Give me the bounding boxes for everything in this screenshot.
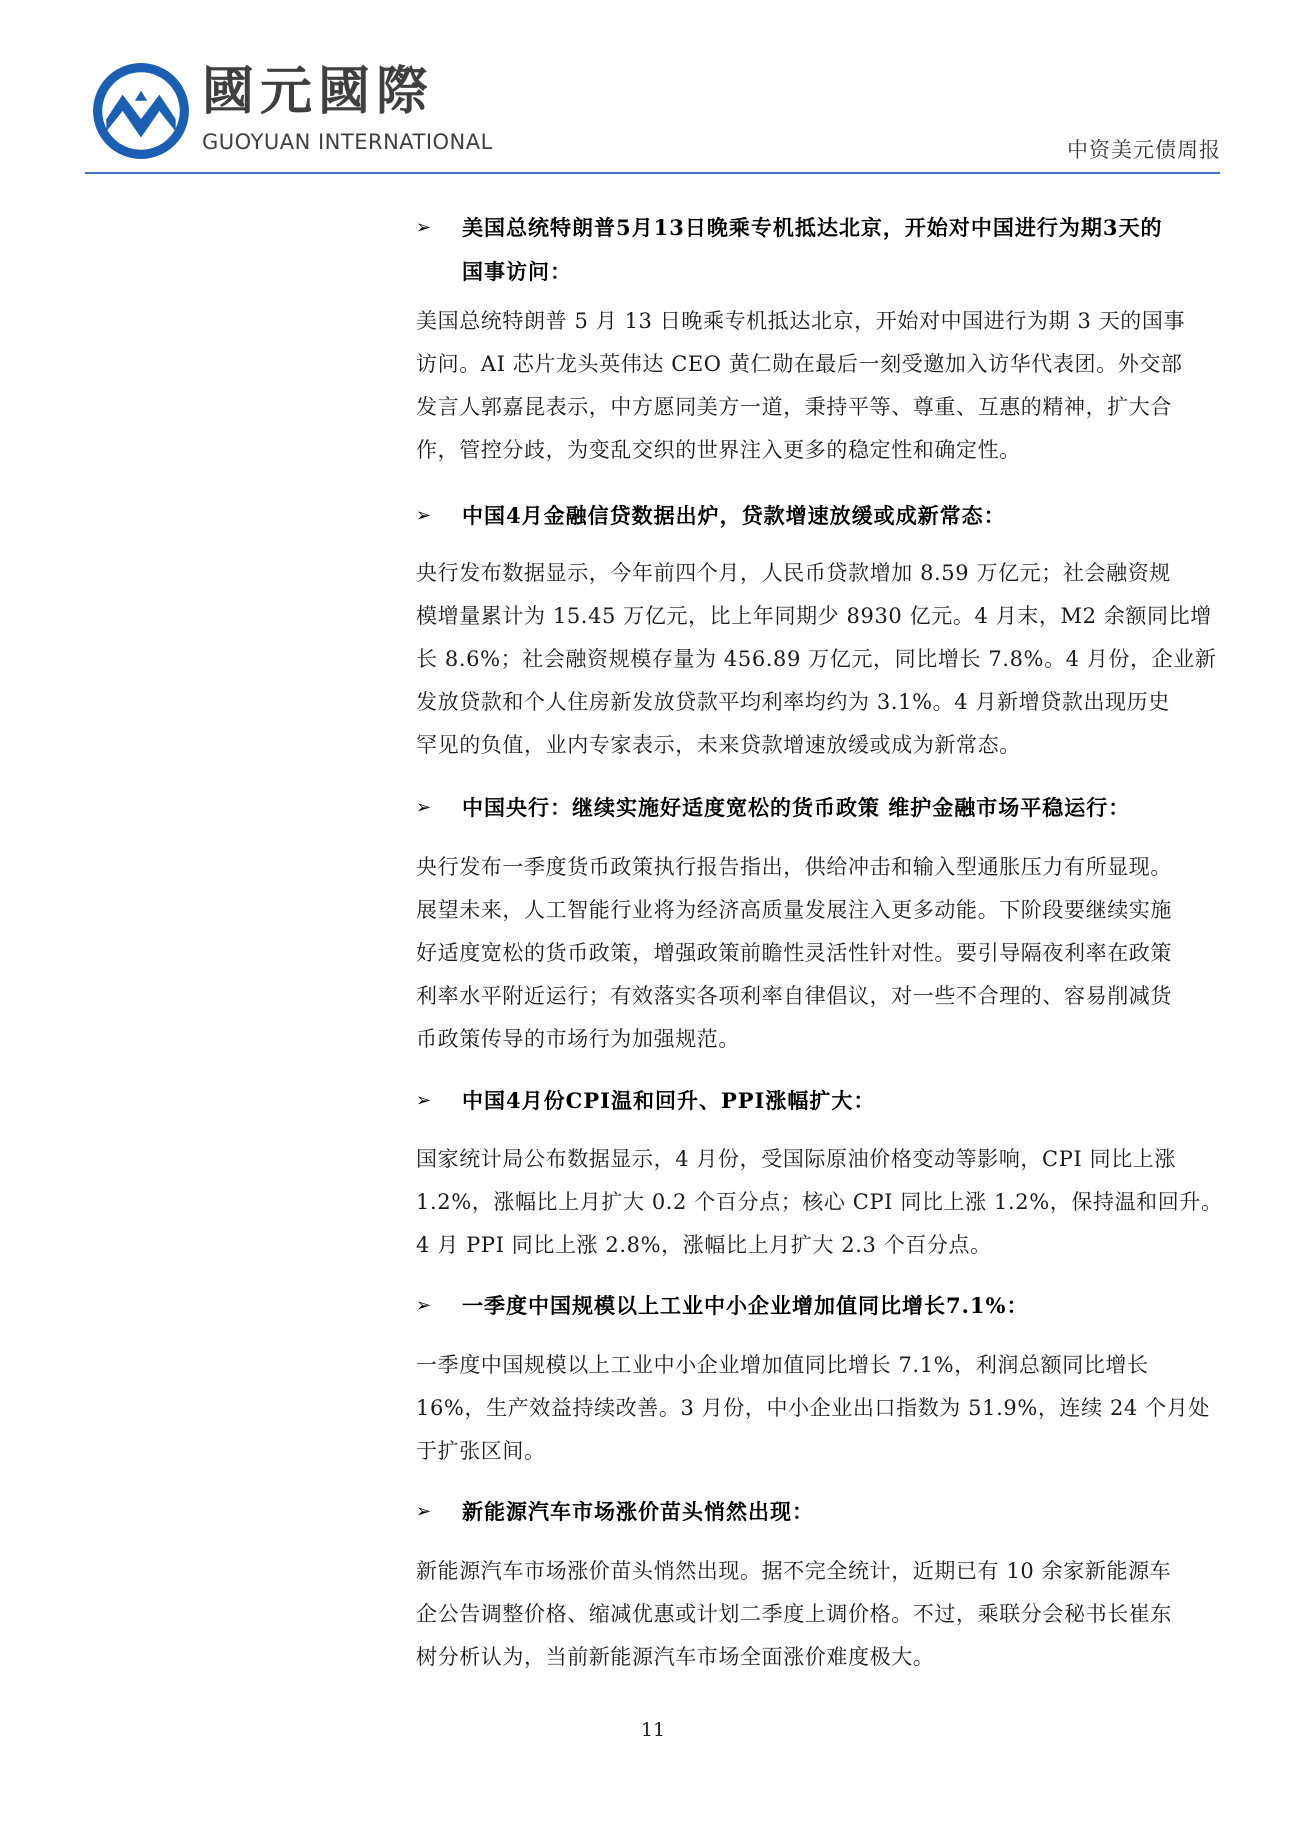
paragraph-line: 企公告调整价格、缩减优惠或计划二季度上调价格。不过，乘联分会秘书长崔东 (416, 1602, 1172, 1626)
logo-english-name: GUOYUAN INTERNATIONAL (202, 130, 493, 154)
heading-line: 新能源汽车市场涨价苗头悄然出现： (462, 1499, 814, 1524)
section-heading-text (462, 206, 1262, 294)
paragraph-line: 展望未来，人工智能行业将为经济高质量发展注入更多动能。下阶段要继续实施 (416, 898, 1172, 922)
heading-line: 中国央行：继续实施好适度宽松的货币政策 维护金融市场平稳运行： (462, 795, 1131, 820)
heading-line: 中国4月金融信贷数据出炉，贷款增速放缓或成新常态： (462, 503, 1006, 528)
paragraph-line: 1.2%，涨幅比上月扩大 0.2 个百分点；核心 CPI 同比上涨 1.2%，保持温和回升。 (416, 1190, 1223, 1214)
heading-line: 国事访问： (462, 259, 572, 284)
arrow-bullet-icon: ➢ (416, 1090, 432, 1111)
section-paragraph (416, 552, 1256, 767)
page-number: 11 (640, 1719, 666, 1741)
paragraph-line: 央行发布一季度货币政策执行报告指出，供给冲击和输入型通胀压力有所显现。 (416, 855, 1172, 879)
report-title: 中资美元债周报 (1067, 138, 1221, 162)
arrow-bullet-icon: ➢ (416, 505, 432, 526)
paragraph-line: 发言人郭嘉昆表示，中方愿同美方一道，秉持平等、尊重、互惠的精神，扩大合 (416, 395, 1172, 419)
paragraph-line: 发放贷款和个人住房新发放贷款平均利率均约为 3.1%。4 月新增贷款出现历史 (416, 690, 1170, 714)
paragraph-line: 模增量累计为 15.45 万亿元，比上年同期少 8930 亿元。4 月末，M2 余额同比增 (416, 604, 1212, 628)
paragraph-line: 16%，生产效益持续改善。3 月份，中小企业出口指数为 51.9%，连续 24 个月处 (416, 1396, 1210, 1420)
paragraph-line: 新能源汽车市场涨价苗头悄然出现。据不完全统计，近期已有 10 余家新能源车 (416, 1559, 1172, 1583)
section-heading-text (462, 1284, 1262, 1328)
paragraph-line: 国家统计局公布数据显示，4 月份，受国际原油价格变动等影响，CPI 同比上涨 (416, 1147, 1177, 1171)
arrow-bullet-icon: ➢ (416, 1501, 432, 1522)
paragraph-line: 罕见的负值，业内专家表示，未来贷款增速放缓或成为新常态。 (416, 733, 1021, 757)
section-heading-text (462, 786, 1262, 830)
paragraph-line: 好适度宽松的货币政策，增强政策前瞻性灵活性针对性。要引导隔夜利率在政策 (416, 941, 1172, 965)
section-heading-text (462, 1490, 1262, 1534)
logo-chinese-name: 國元國際 (202, 62, 435, 122)
guoyuan-logo-icon (90, 60, 192, 162)
heading-line: 美国总统特朗普5月13日晚乘专机抵达北京，开始对中国进行为期3天的 (462, 215, 1163, 240)
section-heading-text (462, 1079, 1262, 1123)
paragraph-line: 一季度中国规模以上工业中小企业增加值同比增长 7.1%，利润总额同比增长 (416, 1353, 1149, 1377)
arrow-bullet-icon: ➢ (416, 1295, 432, 1316)
paragraph-line: 于扩张区间。 (416, 1439, 546, 1463)
arrow-bullet-icon: ➢ (416, 797, 432, 818)
paragraph-line: 长 8.6%；社会融资规模存量为 456.89 万亿元，同比增长 7.8%。4 月份，企业新 (416, 647, 1217, 671)
arrow-bullet-icon: ➢ (416, 217, 432, 238)
heading-line: 中国4月份CPI温和回升、PPI涨幅扩大： (462, 1088, 876, 1113)
section-paragraph (416, 846, 1256, 1061)
paragraph-line: 币政策传导的市场行为加强规范。 (416, 1027, 740, 1051)
section-paragraph (416, 300, 1256, 472)
section-paragraph (416, 1138, 1256, 1267)
heading-line: 一季度中国规模以上工业中小企业增加值同比增长7.1%： (462, 1293, 1029, 1318)
paragraph-line: 美国总统特朗普 5 月 13 日晚乘专机抵达北京，开始对中国进行为期 3 天的国事 (416, 309, 1186, 333)
section-paragraph (416, 1550, 1256, 1679)
paragraph-line: 访问。AI 芯片龙头英伟达 CEO 黄仁勋在最后一刻受邀加入访华代表团。外交部 (416, 352, 1183, 376)
section-paragraph (416, 1344, 1256, 1473)
paragraph-line: 利率水平附近运行；有效落实各项利率自律倡议，对一些不合理的、容易削减货 (416, 984, 1172, 1008)
paragraph-line: 4 月 PPI 同比上涨 2.8%，涨幅比上月扩大 2.3 个百分点。 (416, 1233, 992, 1257)
paragraph-line: 央行发布数据显示，今年前四个月，人民币贷款增加 8.59 万亿元；社会融资规 (416, 561, 1171, 585)
paragraph-line: 树分析认为，当前新能源汽车市场全面涨价难度极大。 (416, 1645, 935, 1669)
page-header (0, 0, 1306, 180)
header-divider (85, 172, 1220, 174)
paragraph-line: 作，管控分歧，为变乱交织的世界注入更多的稳定性和确定性。 (416, 438, 1021, 462)
section-heading-text (462, 494, 1262, 538)
